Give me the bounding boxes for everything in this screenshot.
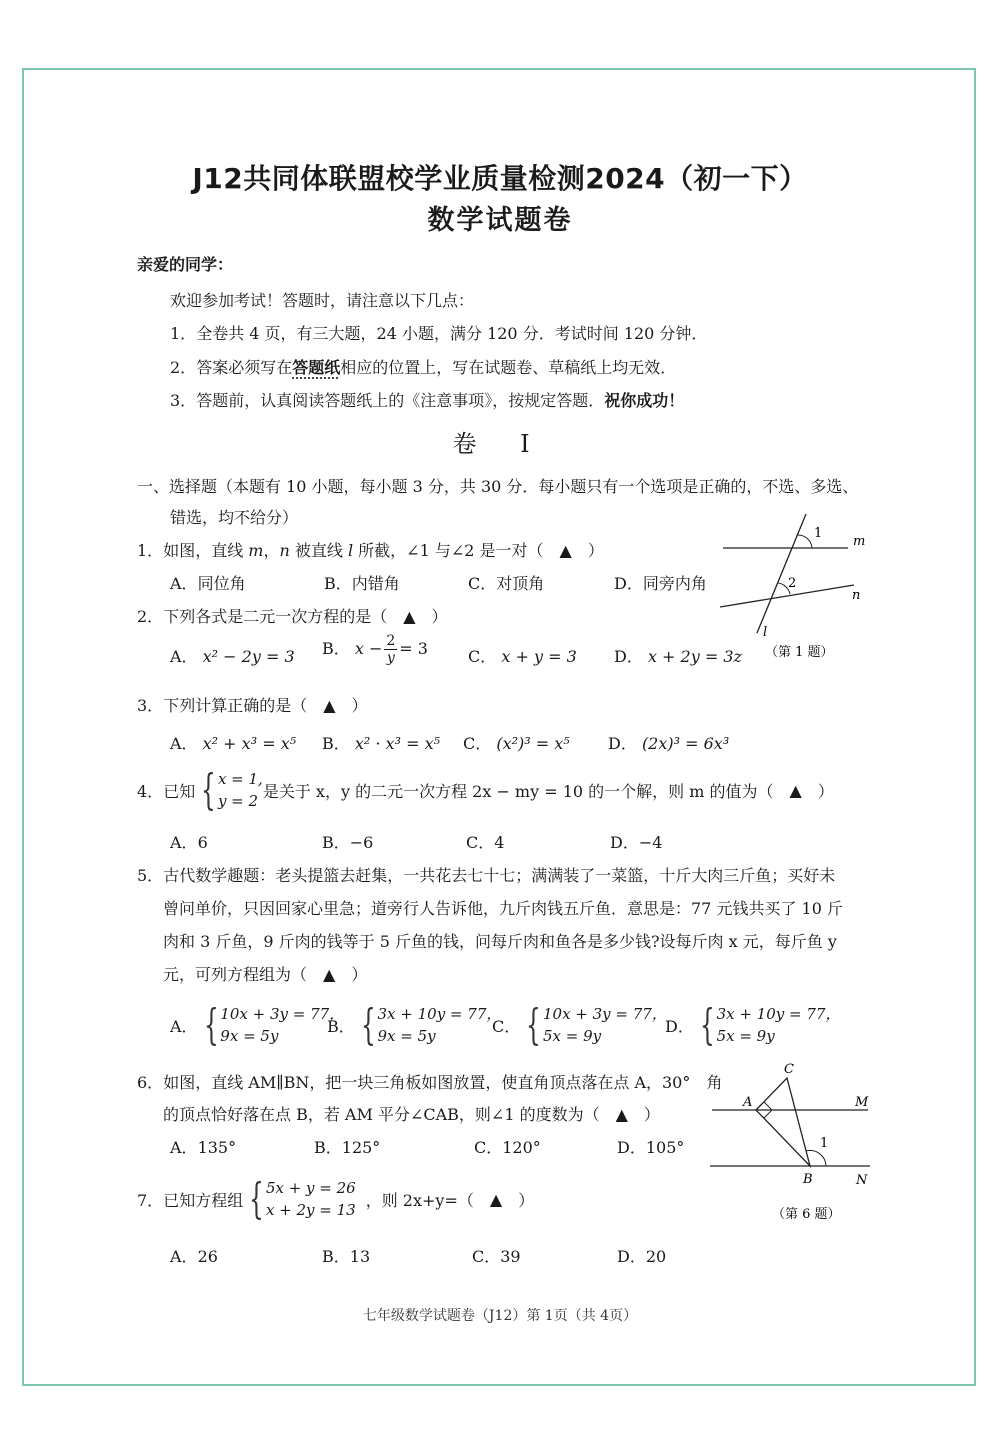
option-text: 对顶角 [496,574,545,593]
system-line: 5x + y = 26 [265,1179,356,1197]
q7-option-c [472,1244,521,1267]
q-text: ， [263,541,280,560]
option-text: 内错角 [351,574,400,593]
point-N-label: N [856,1173,868,1188]
page-footer: 七年级数学试题卷（J12）第 1页（共 4页） [362,1308,638,1324]
option-label: A． [170,574,198,593]
q-text: ） [335,965,368,984]
instruction-item-2 [170,355,676,378]
option-formula: (2x)³ = 6x³ [641,734,730,753]
q1-option-b [324,571,400,594]
system-line: y = 2 [217,792,259,810]
section-heading-cont: 错选，均不给分） [170,508,299,527]
option-label: B． [324,574,352,593]
q7-option-b [322,1244,370,1267]
q-text: 下列计算正确的是（ [163,696,324,715]
option-text: 6 [197,833,208,852]
option-formula: x² + x³ = x⁵ [202,734,297,753]
option-formula: x + y = 3 [501,647,577,666]
q6-option-c [474,1135,541,1158]
option-label: B． [327,1016,355,1036]
q2-option-b [322,633,428,666]
q7-option-d [617,1244,666,1267]
good-luck-text: 祝你成功！ [604,391,685,410]
option-text: 135° [197,1138,237,1157]
question-3 [137,693,368,716]
equation-system [694,1000,841,1049]
q-text: 古代数学趣题：老头提篮去赶集，一共花去七十七；满满装了一菜篮，十斤大肉三斤鱼；买好未 [163,866,836,885]
q4-option-d [610,830,662,853]
q7-option-a [170,1244,218,1267]
angle-2-label: 2 [788,576,797,591]
angle-1-label: 1 [820,1136,829,1151]
option-label: A． [170,1247,198,1266]
figure-6-caption: （第 6 题） [772,1207,841,1222]
brace-icon: { [203,1000,219,1049]
item-text: 全卷共 4 页，有三大题，24 小题，满分 120 分．考试时间 120 分钟． [196,324,708,343]
q6-option-a [170,1135,236,1158]
system-line: 10x + 3y = 77， [220,1005,345,1023]
question-5-line-2: 曾问单价，只因回家心里急；道旁行人告诉他，九斤肉钱五斤鱼．意思是：77 元钱共买了 10 斤 [163,899,843,918]
q4-option-a [170,830,208,853]
q-text: 元，可列方程组为（ [163,965,324,984]
q-text: 已知方程组 [163,1190,244,1210]
answer-blank-triangle: ▲ [323,696,336,715]
q-text: 被直线 [289,541,348,560]
question-number: 2． [137,607,164,626]
item-number: 1． [170,324,197,343]
exam-title: J12共同体联盟校学业质量检测2024（初一下） [192,162,808,195]
option-text: 120° [502,1138,541,1157]
question-number: 3． [137,696,164,715]
option-formula: = 3 [399,639,428,658]
option-label: A． [170,734,198,753]
q5-option-a [170,1000,345,1049]
q-text: 下列各式是二元一次方程的是（ [163,607,404,626]
item-text: 答案必须写在 [196,358,293,377]
option-text: 26 [197,1247,218,1266]
q2-option-c [468,644,577,667]
option-label: C． [468,574,497,593]
system-line: 9x = 5y [377,1027,436,1045]
option-label: C． [472,1247,501,1266]
line-l [757,514,806,633]
figure-1-caption: （第 1 题） [765,645,834,660]
emphasis-answer-sheet: 答题纸 [292,358,341,377]
q2-option-d [614,644,742,667]
point-B-label: B [803,1172,813,1187]
option-text: 105° [645,1138,685,1157]
question-5-line-3: 肉和 3 斤鱼，9 斤肉的钱等于 5 斤鱼的钱，问每斤肉和鱼各是多少钱?设每斤肉 x 元，每斤鱼 y [163,932,837,951]
question-number: 5． [137,866,164,885]
brace-icon: { [526,1000,541,1049]
equation-system [243,1174,356,1223]
question-6-line-2 [163,1102,660,1125]
option-text: 125° [341,1138,381,1157]
q-text: 如图，直线 AM∥BN，把一块三角板如图放置，使直角顶点落在点 A，30° 角 [163,1073,723,1092]
option-formula: x − [354,639,383,658]
question-5-line-4 [163,962,367,985]
q1-option-c [468,571,544,594]
option-formula: x + 2y = 3z [647,647,742,666]
q-text: ，则 2x+y=（ [365,1190,490,1210]
question-number: 6． [137,1073,164,1092]
option-label: C． [474,1138,503,1157]
system-line: 10x + 3y = 77， [542,1005,667,1023]
var-m: m [248,541,264,560]
equation-system [520,1000,667,1049]
option-label: A． [170,647,198,666]
q4-option-c [466,830,504,853]
q3-option-b [322,731,440,754]
q4-option-b [322,830,373,853]
question-number: 1． [137,541,164,560]
option-label: C． [492,1016,521,1036]
option-text: −6 [349,833,374,852]
question-number: 7． [137,1190,164,1210]
exam-subtitle: 数学试题卷 [427,205,573,236]
fraction [384,633,397,666]
q-text: ） [335,696,368,715]
system-line: 3x + 10y = 77， [377,1005,502,1023]
option-label: B． [322,1247,350,1266]
option-text: 4 [494,833,505,852]
answer-blank-triangle: ▲ [789,780,802,800]
option-label: D． [614,647,643,666]
q-text: 的顶点恰好落在点 B，若 AM 平分∠CAB，则∠1 的度数为（ [163,1105,616,1124]
brace-icon: { [201,765,216,814]
option-label: A． [170,833,198,852]
brace-icon: { [249,1174,264,1223]
system-line: x = 1, [217,770,263,788]
question-2 [137,604,448,627]
item-text: 相应的位置上，写在试题卷、草稿纸上均无效． [340,358,677,377]
option-label: C． [468,647,497,666]
q5-option-b [327,1000,502,1049]
q5-option-d [665,1000,841,1049]
option-label: B． [322,734,350,753]
option-formula: x² − 2y = 3 [202,647,295,666]
option-label: A． [170,1016,198,1036]
option-text: 13 [349,1247,371,1266]
option-label: D． [617,1247,646,1266]
option-label: A． [170,1138,198,1157]
figure-q6 [700,1050,880,1230]
q3-option-d [608,731,729,754]
option-formula: (x²)³ = x⁵ [496,734,570,753]
question-6 [137,1070,722,1093]
brace-icon: { [699,1000,715,1049]
fraction-denominator: y [386,650,395,666]
option-label: D． [610,833,639,852]
option-label: C． [466,833,495,852]
system-line: 9x = 5y [220,1027,279,1045]
option-text: 39 [500,1247,521,1266]
q-text: ） [801,781,834,801]
point-A-label: A [743,1095,753,1110]
option-text: 同旁内角 [642,574,707,593]
q5-option-c [492,1000,667,1049]
q-text: 已知 [163,781,196,801]
q6-option-b [314,1135,380,1158]
option-text: 同位角 [197,574,246,593]
line-l-label: l [763,625,768,640]
var-l: l [347,541,354,560]
q-text: ） [627,1105,660,1124]
q1-option-a [170,571,246,594]
question-number: 4． [137,781,164,801]
fraction-numerator: 2 [386,633,396,649]
q-text: 是关于 x，y 的二元一次方程 2x − my = 10 的一个解，则 m 的值为（ [262,781,790,801]
item-number: 3． [170,391,197,410]
option-label: D． [614,574,643,593]
answer-blank-triangle: ▲ [403,607,416,626]
option-label: D． [665,1016,694,1036]
equation-system [355,1000,502,1049]
intro-text: 欢迎参加考试！答题时，请注意以下几点： [170,291,475,310]
line-n-label: n [852,588,861,603]
option-text: 20 [645,1247,667,1266]
section-heading: 一、选择题（本题有 10 小题，每小题 3 分，共 30 分．每小题只有一个选项是正确的，不选、多选、 [137,477,859,496]
item-number: 2． [170,358,197,377]
q-text: 如图，直线 [163,541,249,560]
option-label: B． [314,1138,342,1157]
q3-option-a [170,731,296,754]
equation-system [195,765,263,814]
q2-option-a [170,644,295,667]
q-text: ） [415,607,448,626]
system-line: 3x + 10y = 77， [716,1005,841,1023]
question-1 [137,538,604,561]
angle-1-label: 1 [814,526,823,541]
option-formula: x² · x³ = x⁵ [354,734,441,753]
answer-blank-triangle: ▲ [489,1189,503,1209]
answer-blank-triangle: ▲ [615,1105,628,1124]
system-line: x + 2y = 13 [265,1201,356,1219]
system-line: 5x = 9y [716,1027,775,1045]
point-M-label: M [855,1095,869,1110]
instruction-item-1 [170,321,707,344]
instruction-item-3 [170,388,684,411]
item-text: 答题前，认真阅读答题纸上的《注意事项》，按规定答题． [196,391,605,410]
greeting: 亲爱的同学： [137,255,234,274]
option-text: −4 [638,833,663,852]
angle-1-arc [798,535,812,548]
line-m-label: m [853,534,866,549]
option-label: C． [463,734,492,753]
var-n: n [279,541,290,560]
q1-option-d [614,571,707,594]
q-text: ） [502,1190,535,1210]
question-4 [137,765,834,814]
section-title: 卷 Ⅰ [452,430,548,458]
point-C-label: C [784,1062,794,1077]
option-label: D． [617,1138,646,1157]
answer-blank-triangle: ▲ [559,541,572,560]
q3-option-c [463,731,570,754]
system-line: 5x = 9y [542,1027,602,1045]
question-7 [137,1174,535,1223]
triangle-ruler [756,1078,810,1166]
option-label: B． [322,639,350,658]
equation-system [198,1000,345,1049]
option-label: B． [322,833,350,852]
q-text: ） [571,541,604,560]
brace-icon: { [360,1000,376,1049]
answer-blank-triangle: ▲ [323,965,336,984]
question-5 [137,863,835,886]
q-text: 所截，∠1 与∠2 是一对（ [353,541,560,560]
q6-option-d [617,1135,684,1158]
option-label: D． [608,734,637,753]
